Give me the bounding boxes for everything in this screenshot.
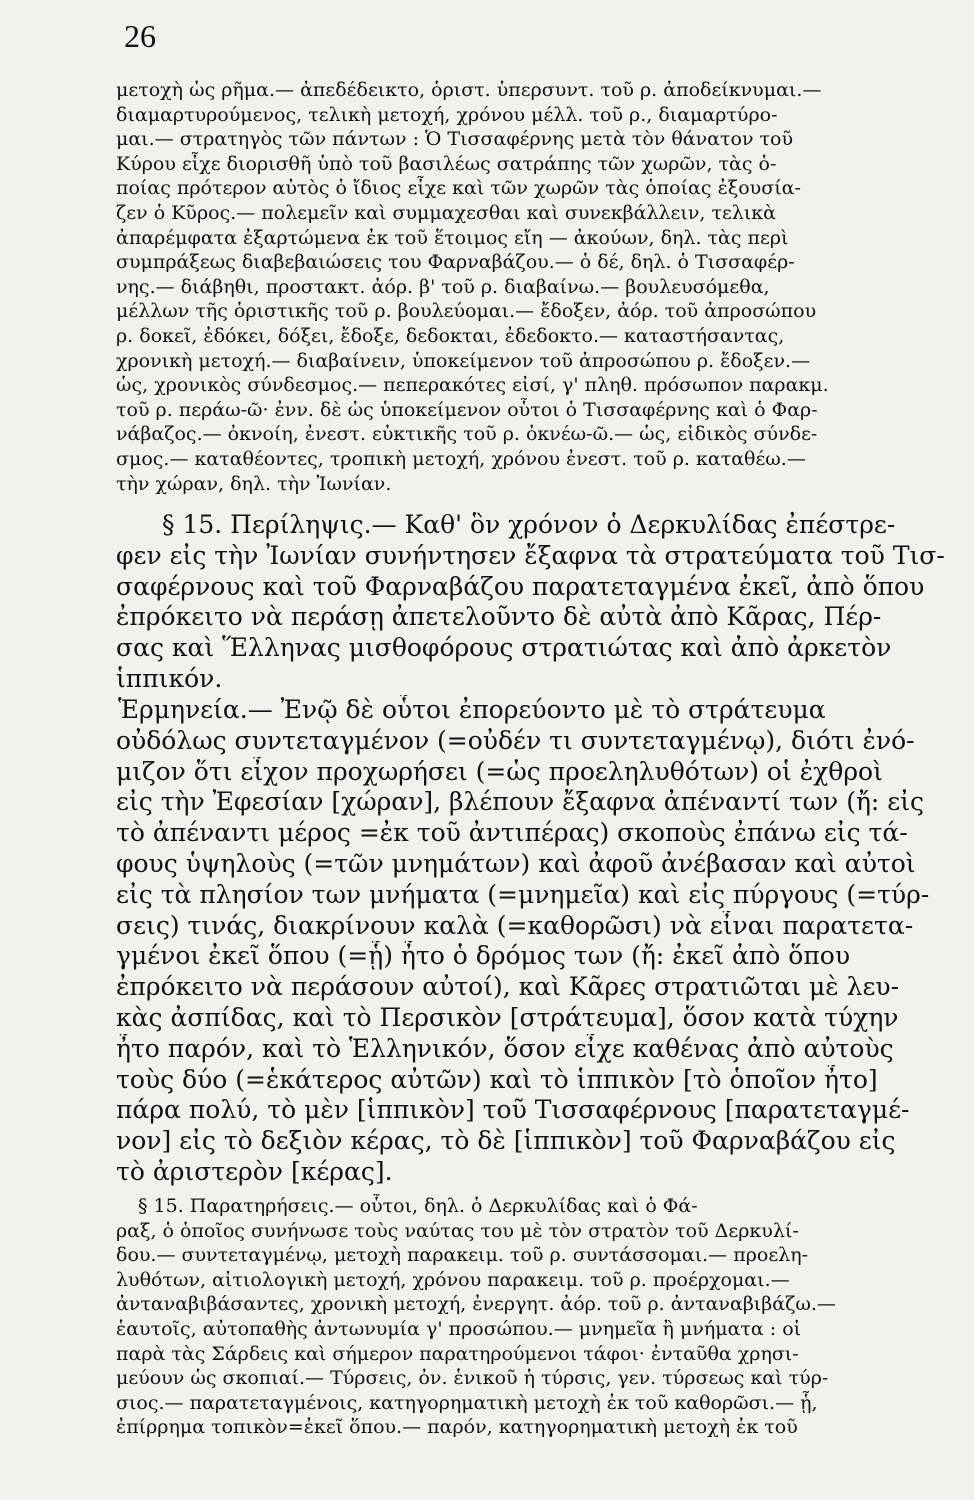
notes-line: διαμαρτυρούμενος, τελικὴ μετοχή, χρόνου μέλλ. τοῦ ρ., διαμαρτύρο- — [116, 103, 778, 126]
notes-line: μέλλων τῆς ὁριστικῆς τοῦ ρ. βουλεύομαι.— ἔδοξεν, ἀόρ. τοῦ ἀπροσώπου — [116, 300, 817, 323]
notes-line: Κύρου εἶχε διορισθῆ ὑπὸ τοῦ βασιλέως σατράπης τῶν χωρῶν, τὰς ὁ- — [116, 152, 777, 175]
observations-line: § 15. Παρατηρήσεις.— οὗτοι, δηλ. ὁ Δερκυλίδας καὶ ὁ Φά- — [138, 1195, 698, 1217]
notes-line: τοῦ ρ. περάω-ῶ· ἐνν. δὲ ὡς ὑποκείμενον οὗτοι ὁ Τισσαφέρνης καὶ ὁ Φαρ- — [116, 398, 818, 421]
notes-line: συμπράξεως διαβεβαιώσεις του Φαρναβάζου.— ὁ δέ, δηλ. ὁ Τισσαφέρ- — [116, 251, 795, 274]
observations-line: δου.— συντεταγμένῳ, μετοχὴ παρακειμ. τοῦ ρ. συντάσσομαι.— προελη- — [116, 1244, 809, 1267]
notes-line: τὴν χώραν, δηλ. τὴν Ἰωνίαν. — [116, 472, 392, 495]
observations-section — [116, 1194, 948, 1440]
notes-line: ἀπαρέμφατα ἐξαρτώμενα ἐκ τοῦ ἕτοιμος εἴη — ἀκούων, δηλ. τὰς περὶ — [116, 226, 789, 249]
observations-line: ἐπίρρημα τοπικὸν=ἐκεῖ ὅπου.— παρόν, κατηγορηματικὴ μετοχὴ ἐκ τοῦ — [116, 1416, 798, 1439]
notes-line: ποίας πρότερον αὐτὸς ὁ ἴδιος εἶχε καὶ τῶν χωρῶν τὰς ὁποίας ἐξουσία- — [116, 177, 801, 200]
observations-line: ἑαυτοῖς, αὐτοπαθὴς ἀντωνυμία γ' προσώπου.— μνημεῖα ἢ μνήματα : οἱ — [116, 1317, 802, 1340]
observations-line: μεύουν ὡς σκοπιαί.— Τύρσεις, ὀν. ἑνικοῦ ἡ τύρσις, γεν. τύρσεως καὶ τύρ- — [116, 1367, 829, 1390]
notes-line: νάβαζος.— ὀκνοίη, ἐνεστ. εὐκτικῆς τοῦ ρ. ὀκνέω-ῶ.— ὡς, εἰδικὸς σύνδε- — [116, 423, 818, 446]
notes-line: ὡς, χρονικὸς σύνδεσμος.— πεπερακότες εἰσί, γ' πληθ. πρόσωπον παρακμ. — [116, 374, 829, 397]
notes-block — [116, 78, 948, 496]
notes-line: ρ. δοκεῖ, ἐδόκει, δόξει, ἔδοξε, δεδοκται, ἐδεδοκτο.— καταστήσαντας, — [116, 324, 785, 347]
summary-line: σας καὶ Ἕλληνας μισθοφόρους στρατιώτας καὶ ἀπὸ ἀρκετὸν — [116, 633, 892, 663]
interpretation-line: τοὺς δύο (=ἑκάτερος αὐτῶν) καὶ τὸ ἱππικὸν [τὸ ὁποῖον ἦτο] — [116, 1064, 878, 1094]
notes-line: μετοχὴ ὡς ρῆμα.— ἀπεδέδεικτο, ὁριστ. ὑπερσυντ. τοῦ ρ. ἀποδείκνυμαι.— — [116, 79, 822, 101]
summary-line: σαφέρνους καὶ τοῦ Φαρναβάζου παρατεταγμένα ἐκεῖ, ἀπὸ ὅπου — [116, 571, 925, 601]
summary-line: φεν εἰς τὴν Ἰωνίαν συνήντησεν ἔξαφνα τὰ στρατεύματα τοῦ Τισ- — [116, 540, 945, 570]
interpretation-line: τὸ ἀπέναντι μέρος =ἐκ τοῦ ἀντιπέρας) σκοποὺς ἐπάνω εἰς τά- — [116, 818, 908, 848]
interpretation-line: εἰς τὴν Ἐφεσίαν [χώραν], βλέπουν ἔξαφνα ἀπέναντί των (ἤ: εἰς — [116, 787, 925, 817]
interpretation-line: Ἑρμηνεία.— Ἐνῷ δὲ οὗτοι ἐπορεύοντο μὲ τὸ στράτευμα — [118, 695, 826, 724]
summary-line: ἱππικόν. — [116, 663, 223, 693]
notes-line: χρονικὴ μετοχή.— διαβαίνειν, ὑποκείμενον τοῦ ἀπροσώπου ρ. ἔδοξεν.— — [116, 349, 811, 372]
notes-line: νης.— διάβηθι, προστακτ. ἀόρ. β' τοῦ ρ. διαβαίνω.— βουλευσόμεθα, — [116, 275, 770, 298]
interpretation-line: σεις) τινάς, διακρίνουν καλὰ (=καθορῶσι) νὰ εἶναι παρατετα- — [116, 910, 914, 940]
page-number: 26 — [124, 18, 156, 54]
notes-line: ζεν ὁ Κῦρος.— πολεμεῖν καὶ συμμαχεσθαι καὶ συνεκβάλλειν, τελικὰ — [116, 201, 777, 224]
interpretation-line: ἐπρόκειτο νὰ περάσουν αὐτοί), καὶ Κᾶρες στρατιῶται μὲ λευ- — [116, 972, 900, 1002]
interpretation-line: τὸ ἀριστερὸν [κέρας]. — [116, 1156, 393, 1186]
observations-line: ἀνταναβιβάσαντες, χρονικὴ μετοχή, ἐνεργητ. ἀόρ. τοῦ ρ. ἀνταναβιβάζω.— — [116, 1293, 836, 1316]
notes-line: σμος.— καταθέοντες, τροπικὴ μετοχή, χρόνου ἐνεστ. τοῦ ρ. καταθέω.— — [116, 447, 806, 470]
interpretation-line: μιζον ὅτι εἶχον προχωρήσει (=ὡς προεληλυθότων) οἱ ἐχθροὶ — [116, 756, 883, 786]
interpretation-line: κὰς ἀσπίδας, καὶ τὸ Περσικὸν [στράτευμα], ὅσον κατὰ τύχην — [116, 1002, 899, 1032]
observations-line: ραξ, ὁ ὁποῖος συνήνωσε τοὺς ναύτας του μὲ τὸν στρατὸν τοῦ Δερκυλί- — [116, 1219, 799, 1242]
interpretation-line: εἰς τὰ πλησίον των μνήματα (=μνημεῖα) καὶ εἰς πύργους (=τύρ- — [116, 879, 930, 909]
interpretation-line: γμένοι ἐκεῖ ὅπου (=ᾗ) ἦτο ὁ δρόμος των (ἤ: ἐκεῖ ἀπὸ ὅπου — [116, 941, 851, 971]
interpretation-line: φους ὑψηλοὺς (=τῶν μνημάτων) καὶ ἀφοῦ ἀνέβασαν καὶ αὐτοὶ — [116, 848, 916, 878]
interpretation-line: νον] εἰς τὸ δεξιὸν κέρας, τὸ δὲ [ἱππικὸν] τοῦ Φαρναβάζου εἰς — [116, 1126, 896, 1156]
interpretation-line: πάρα πολύ, τὸ μὲν [ἱππικὸν] τοῦ Τισσαφέρνους [παρατεταγμέ- — [116, 1095, 910, 1125]
observations-line: σιος.— παρατεταγμένοις, κατηγορηματικὴ μετοχὴ ἐκ τοῦ καθορῶσι.— ᾗ, — [116, 1391, 818, 1414]
observations-line: παρὰ τὰς Σάρδεις καὶ σήμερον παρατηρούμενοι τάφοι· ἐνταῦθα χρησι- — [116, 1342, 799, 1365]
notes-line: μαι.— στρατηγὸς τῶν πάντων : Ὁ Τισσαφέρνης μετὰ τὸν θάνατον τοῦ — [116, 128, 794, 151]
interpretation-line: ἦτο παρόν, καὶ τὸ Ἑλληνικόν, ὅσον εἶχε καθένας ἀπὸ αὐτοὺς — [116, 1033, 894, 1063]
interpretation-line: οὐδόλως συντεταγμένον (=οὐδέν τι συντεταγμένῳ), διότι ἐνό- — [116, 725, 915, 755]
summary-section — [116, 510, 948, 695]
summary-line: § 15. Περίληψις.— Καθ' ὃν χρόνον ὁ Δερκυλίδας ἐπέστρε- — [162, 510, 896, 539]
observations-line: λυθότων, αἰτιολογικὴ μετοχή, χρόνου παρακειμ. τοῦ ρ. προέρχομαι.— — [116, 1268, 790, 1291]
summary-line: ἐπρόκειτο νὰ περάσῃ ἀπετελοῦντο δὲ αὐτὰ ἀπὸ Κᾶρας, Πέρ- — [116, 602, 882, 632]
interpretation-section — [116, 695, 948, 1188]
